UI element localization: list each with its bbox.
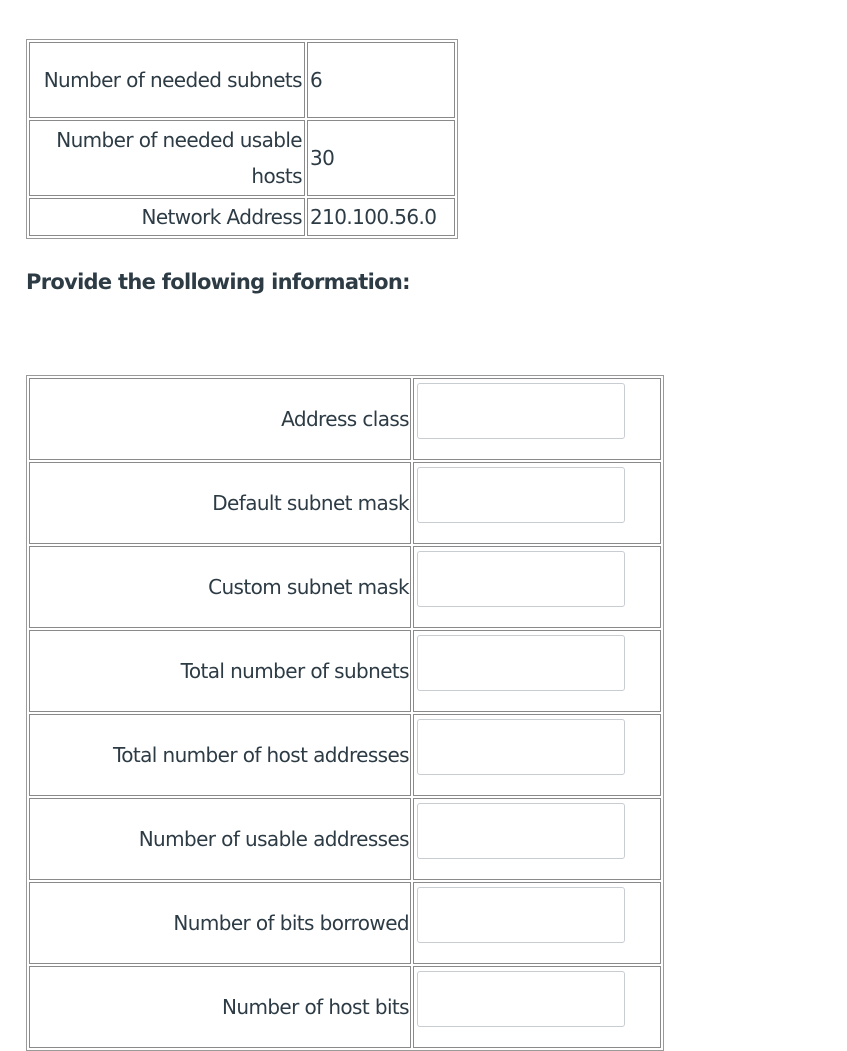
bits-borrowed-input[interactable]	[417, 887, 625, 943]
question-label: Number of host bits	[29, 966, 411, 1048]
given-label: Number of needed usable hosts	[29, 120, 305, 196]
custom-subnet-mask-input[interactable]	[417, 551, 625, 607]
question-row-custom-subnet-mask	[29, 546, 661, 628]
question-row-usable-addresses	[29, 798, 661, 880]
answer-cell	[413, 378, 661, 460]
given-info-table	[26, 39, 458, 239]
answer-cell	[413, 966, 661, 1048]
question-label: Total number of host addresses	[29, 714, 411, 796]
question-row-bits-borrowed	[29, 882, 661, 964]
host-bits-input[interactable]	[417, 971, 625, 1027]
address-class-input[interactable]	[417, 383, 625, 439]
question-label: Total number of subnets	[29, 630, 411, 712]
given-value: 6	[307, 42, 455, 118]
question-row-address-class	[29, 378, 661, 460]
given-label: Network Address	[29, 198, 305, 236]
given-row-needed-subnets	[29, 42, 455, 118]
question-label: Custom subnet mask	[29, 546, 411, 628]
question-label: Address class	[29, 378, 411, 460]
answer-cell	[413, 630, 661, 712]
instructions-heading: Provide the following information:	[26, 270, 410, 294]
given-value: 210.100.56.0	[307, 198, 455, 236]
question-label: Number of usable addresses	[29, 798, 411, 880]
answer-cell	[413, 882, 661, 964]
question-label: Default subnet mask	[29, 462, 411, 544]
question-row-total-host-addresses	[29, 714, 661, 796]
usable-addresses-input[interactable]	[417, 803, 625, 859]
answer-cell	[413, 462, 661, 544]
total-subnets-input[interactable]	[417, 635, 625, 691]
answers-table	[26, 375, 664, 1051]
total-host-addresses-input[interactable]	[417, 719, 625, 775]
question-row-default-subnet-mask	[29, 462, 661, 544]
question-row-host-bits	[29, 966, 661, 1048]
given-row-network-address	[29, 198, 455, 236]
question-label: Number of bits borrowed	[29, 882, 411, 964]
answer-cell	[413, 798, 661, 880]
given-label: Number of needed subnets	[29, 42, 305, 118]
given-row-needed-hosts	[29, 120, 455, 196]
default-subnet-mask-input[interactable]	[417, 467, 625, 523]
given-value: 30	[307, 120, 455, 196]
question-row-total-subnets	[29, 630, 661, 712]
answer-cell	[413, 546, 661, 628]
answer-cell	[413, 714, 661, 796]
